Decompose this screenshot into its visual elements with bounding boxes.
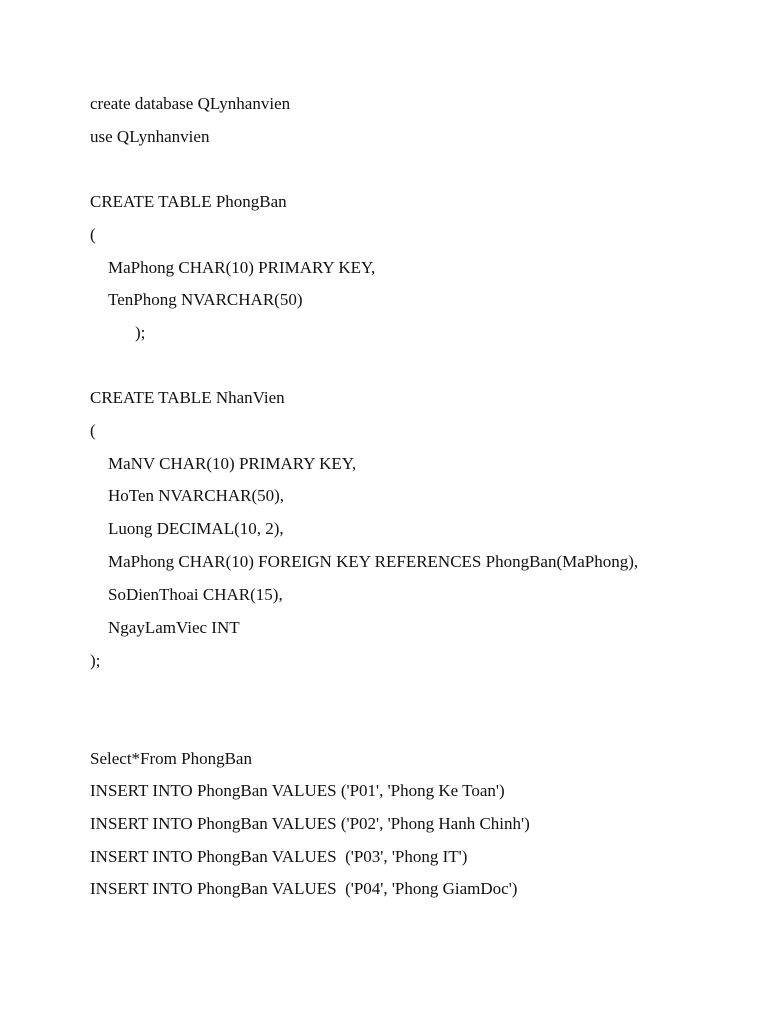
sql-line-luong-column: Luong DECIMAL(10, 2), (108, 519, 284, 538)
sql-line-ngaylamviec-column: NgayLamViec INT (108, 618, 240, 637)
sql-line-tenphong-column: TenPhong NVARCHAR(50) (108, 290, 303, 309)
sql-line-use-database: use QLynhanvien (90, 127, 210, 146)
sql-line-create-table-nhanvien: CREATE TABLE NhanVien (90, 388, 285, 407)
sql-line-insert-p04: INSERT INTO PhongBan VALUES ('P04', 'Phong GiamDoc') (90, 879, 518, 898)
sql-line-maphong-column: MaPhong CHAR(10) PRIMARY KEY, (108, 258, 376, 277)
sql-line-manv-column: MaNV CHAR(10) PRIMARY KEY, (108, 454, 357, 473)
sql-line-open-paren: ( (90, 225, 96, 244)
sql-line-insert-p03: INSERT INTO PhongBan VALUES ('P03', 'Phong IT') (90, 847, 468, 866)
sql-line-hoten-column: HoTen NVARCHAR(50), (108, 486, 285, 505)
sql-line-insert-p02: INSERT INTO PhongBan VALUES ('P02', 'Phong Hanh Chinh') (90, 814, 530, 833)
sql-line-create-database: create database QLynhanvien (90, 94, 291, 113)
sql-line-close-paren: ); (135, 323, 146, 342)
sql-line-sodienthoai-column: SoDienThoai CHAR(15), (108, 585, 283, 604)
sql-line-open-paren: ( (90, 421, 96, 440)
sql-line-close-paren: ); (90, 651, 101, 670)
sql-line-maphong-fk-column: MaPhong CHAR(10) FOREIGN KEY REFERENCES PhongBan(MaPhong), (108, 552, 639, 571)
sql-line-create-table-phongban: CREATE TABLE PhongBan (90, 192, 287, 211)
sql-line-insert-p01: INSERT INTO PhongBan VALUES ('P01', 'Phong Ke Toan') (90, 781, 505, 800)
sql-line-select-phongban: Select*From PhongBan (90, 749, 252, 768)
